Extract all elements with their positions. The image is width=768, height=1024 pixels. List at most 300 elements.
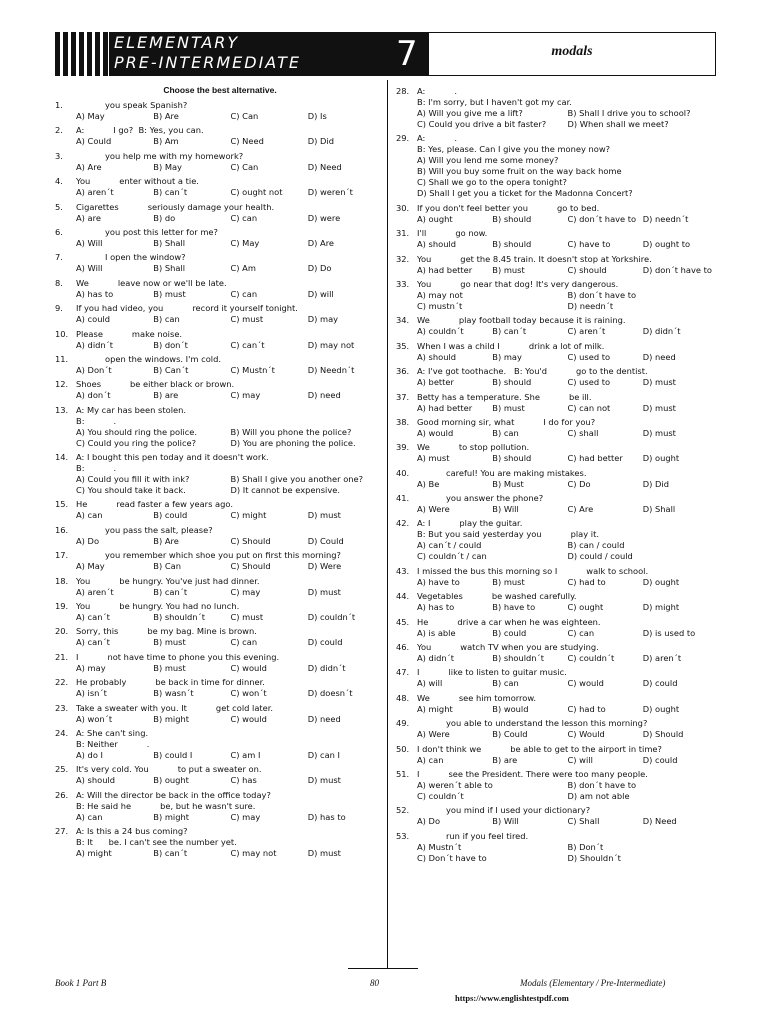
answer-option[interactable]: C) Are xyxy=(567,504,594,515)
question-stem xyxy=(396,693,718,704)
question-number: 39. xyxy=(396,442,410,453)
answer-option[interactable]: D) need xyxy=(307,390,341,401)
question-text: you answer the phone? xyxy=(417,493,544,504)
question-text: A: My car has been stolen. xyxy=(76,404,186,415)
answer-option[interactable]: A) won´t xyxy=(76,713,113,724)
answer-option[interactable]: D) could xyxy=(642,678,678,689)
answer-option[interactable]: D) It cannot be expensive. xyxy=(230,485,341,496)
answer-option[interactable]: A) has to xyxy=(76,288,114,299)
answer-option[interactable]: A) Are xyxy=(76,161,102,172)
question xyxy=(55,151,385,173)
answer-option[interactable]: B) could xyxy=(153,510,188,521)
answer-option[interactable]: C) Should xyxy=(230,535,271,546)
question-text: If you don't feel better you go to bed. xyxy=(417,202,600,213)
answer-option[interactable]: C) Need xyxy=(230,136,264,147)
answer-option[interactable]: D) could xyxy=(307,637,343,648)
question xyxy=(396,693,718,715)
answer-option[interactable]: D) will xyxy=(307,288,334,299)
answer-options xyxy=(396,265,718,276)
answer-option[interactable]: A) can xyxy=(76,811,103,822)
answer-option[interactable]: D) Were xyxy=(307,561,342,572)
answer-option[interactable]: D) might xyxy=(642,602,680,613)
answer-option[interactable]: B) can xyxy=(153,314,180,325)
footer-book: Book 1 Part B xyxy=(55,978,107,988)
answer-option[interactable]: D) must xyxy=(307,848,341,859)
answer-option[interactable]: D) must xyxy=(642,377,676,388)
answer-option[interactable]: A) Don´t xyxy=(76,364,112,375)
answer-option[interactable]: A) had better xyxy=(417,264,473,275)
answer-option[interactable]: C) couldn´t / can xyxy=(417,551,487,562)
question-text: you pass the salt, please? xyxy=(76,524,213,535)
answer-option[interactable]: B) Will xyxy=(492,816,519,827)
question-number: 45. xyxy=(396,616,410,627)
answer-option[interactable]: C) used to xyxy=(567,351,611,362)
answer-option[interactable]: A) had better xyxy=(417,402,473,413)
answer-option[interactable]: C) Would xyxy=(567,729,605,740)
answer-option[interactable]: A) Mustn´t xyxy=(417,841,462,852)
answer-option[interactable]: A) could xyxy=(76,314,111,325)
answer-option[interactable]: A) Were xyxy=(417,729,450,740)
question-number: 26. xyxy=(55,789,69,800)
answer-option[interactable]: B) might xyxy=(153,811,189,822)
answer-option[interactable]: B) should xyxy=(492,213,532,224)
question-text: Please make noise. xyxy=(76,328,183,339)
answer-option[interactable]: D) may xyxy=(307,314,339,325)
question xyxy=(396,805,718,827)
answer-option[interactable]: D) has to xyxy=(307,811,346,822)
answer-option[interactable]: A) have to xyxy=(417,576,460,587)
question xyxy=(55,703,385,725)
answer-option[interactable]: D) When shall we meet? xyxy=(567,119,669,129)
answer-options xyxy=(396,377,718,388)
answer-option[interactable]: A) are xyxy=(76,212,101,223)
answer-option[interactable]: C) can xyxy=(567,627,595,638)
answer-option[interactable]: A) might xyxy=(417,703,453,714)
answer-option[interactable]: C) Could you drive a bit faster? xyxy=(417,119,547,129)
answer-option[interactable]: D) don´t have to xyxy=(642,264,712,275)
answer-options xyxy=(396,704,718,715)
question-number: 51. xyxy=(396,768,410,779)
answer-option[interactable]: B) would xyxy=(492,703,529,714)
answer-option[interactable]: D) were xyxy=(307,212,341,223)
question-number: 15. xyxy=(55,499,69,510)
question-number: 46. xyxy=(396,642,410,653)
answer-options xyxy=(55,750,385,761)
answer-option[interactable]: B) Can´t xyxy=(153,364,189,375)
answer-option[interactable]: A) would xyxy=(417,427,454,438)
answer-option[interactable]: C) might xyxy=(230,510,267,521)
question xyxy=(396,442,718,464)
answer-option[interactable]: C) am I xyxy=(230,749,261,760)
answer-option[interactable]: C) ought not xyxy=(230,187,283,198)
footer-url: https://www.englishtestpdf.com xyxy=(455,993,569,1003)
question-stem xyxy=(55,329,385,340)
answer-option[interactable]: C) Mustn´t xyxy=(230,364,275,375)
indent xyxy=(396,529,417,540)
indent xyxy=(55,837,76,848)
answer-option[interactable]: A) should xyxy=(76,775,116,786)
answer-option[interactable]: A) Will xyxy=(76,263,103,274)
question-number: 25. xyxy=(55,764,69,775)
answer-option[interactable]: B) might xyxy=(153,713,189,724)
answer-option[interactable]: B) Shall xyxy=(153,237,186,248)
question-number: 22. xyxy=(55,677,69,688)
answer-option[interactable]: C) may xyxy=(230,390,261,401)
answer-option[interactable]: A) is able xyxy=(417,627,456,638)
answer-option[interactable]: D) aren´t xyxy=(642,653,682,664)
answer-option[interactable]: D) must xyxy=(642,427,676,438)
question-text: run if you feel tired. xyxy=(417,830,529,841)
answer-option[interactable]: D) must xyxy=(642,402,676,413)
answer-option[interactable]: A) has to xyxy=(417,602,455,613)
answer-option[interactable]: D) Did xyxy=(307,136,334,147)
answer-option[interactable]: A) May xyxy=(76,111,105,121)
answer-option[interactable]: A) Will xyxy=(76,237,103,248)
answer-option[interactable]: C) ought xyxy=(567,602,604,613)
question-text: I like to listen to guitar music. xyxy=(417,667,567,678)
answer-option[interactable]: C) would xyxy=(230,662,267,673)
answer-option[interactable]: A) Were xyxy=(417,504,450,515)
answer-option[interactable]: D) Shouldn´t xyxy=(567,852,621,863)
question-text-line2: B: But you said yesterday you play it. xyxy=(417,529,599,540)
answer-option[interactable]: D) needn´t xyxy=(567,300,614,311)
question xyxy=(55,252,385,274)
answer-option[interactable]: B) may xyxy=(492,351,522,362)
question xyxy=(396,366,718,388)
answer-option[interactable]: B) Will you buy some fruit on the way back home xyxy=(417,166,622,177)
question-text: Sorry, this be my bag. Mine is brown. xyxy=(76,626,257,637)
answer-options xyxy=(55,213,385,224)
answer-option[interactable]: C) have to xyxy=(567,239,611,250)
answer-option[interactable]: D) could / could xyxy=(567,551,633,562)
answer-option[interactable]: B) Shall xyxy=(153,263,186,274)
answer-option[interactable]: C) can xyxy=(230,637,258,648)
answer-option[interactable]: A) weren´t able to xyxy=(417,779,493,790)
answer-option[interactable]: A) don´t xyxy=(76,390,111,401)
question-number: 47. xyxy=(396,667,410,678)
answer-option[interactable]: C) couldn´t xyxy=(417,790,464,801)
answer-option[interactable]: D) needn´t xyxy=(642,213,689,224)
answer-option[interactable]: B) could xyxy=(492,627,527,638)
answer-option[interactable]: D) may not xyxy=(307,339,355,350)
answer-option[interactable]: B) have to xyxy=(492,602,536,613)
answer-option[interactable]: B) can´t xyxy=(153,848,188,859)
question xyxy=(396,617,718,639)
question-number: 12. xyxy=(55,379,69,390)
answer-option[interactable]: B) Must xyxy=(492,478,524,489)
answer-option[interactable]: B) Could xyxy=(492,729,528,740)
answer-option[interactable]: C) May xyxy=(230,237,260,248)
question-stem xyxy=(55,176,385,187)
answer-option[interactable]: C) mustn´t xyxy=(417,300,463,311)
answer-option[interactable]: C) Shall we go to the opera tonight? xyxy=(417,177,567,188)
question xyxy=(396,642,718,664)
question xyxy=(396,493,718,515)
answer-option[interactable]: B) can xyxy=(492,678,519,689)
answer-option[interactable]: D) ought to xyxy=(642,239,691,250)
answer-option[interactable]: D) Do xyxy=(307,263,332,274)
answer-option[interactable]: C) You should take it back. xyxy=(76,485,186,496)
answer-option[interactable]: A) You should ring the police. xyxy=(76,426,198,437)
question-number: 41. xyxy=(396,493,410,504)
answer-option[interactable]: D) am not able xyxy=(567,790,630,801)
answer-option[interactable]: B) should xyxy=(492,453,532,464)
answer-options xyxy=(55,474,385,496)
answer-option[interactable]: D) ought xyxy=(642,576,680,587)
answer-option[interactable]: D) weren´t xyxy=(307,187,353,198)
answer-option[interactable]: A) must xyxy=(417,453,450,464)
answer-option[interactable]: C) may xyxy=(230,586,261,597)
question-stem xyxy=(55,826,385,837)
answer-option[interactable]: C) can´t xyxy=(230,339,265,350)
answer-options xyxy=(55,637,385,648)
answer-option[interactable]: C) won´t xyxy=(230,688,267,699)
answer-option[interactable]: A) Will you lend me some money? xyxy=(417,155,559,166)
answer-option[interactable]: D) Needn´t xyxy=(307,364,355,375)
question-text-line2: B: . xyxy=(76,415,117,426)
answer-option[interactable]: B) Are xyxy=(153,535,179,546)
answer-option[interactable]: C) must xyxy=(230,612,264,623)
question-number: 16. xyxy=(55,524,69,535)
answer-option[interactable]: A) can´t xyxy=(76,637,110,648)
answer-option[interactable]: A) may not xyxy=(417,289,463,300)
answer-option[interactable]: D) Shall I get you a ticket for the Madonna Concert? xyxy=(417,188,633,199)
answer-option[interactable]: B) could I xyxy=(153,749,193,760)
answer-option[interactable]: B) can´t xyxy=(492,326,527,337)
answer-options xyxy=(396,602,718,613)
answer-option[interactable]: B) don´t have to xyxy=(567,289,637,300)
answer-option[interactable]: D) ought xyxy=(642,453,680,464)
question-number: 52. xyxy=(396,805,410,816)
answer-option[interactable]: A) May xyxy=(76,561,105,572)
answer-option[interactable]: D) ought xyxy=(642,703,680,714)
answer-option[interactable]: C) will xyxy=(567,754,593,765)
answer-option[interactable]: B) Are xyxy=(153,111,179,121)
answer-option[interactable]: B) Am xyxy=(153,136,179,147)
question-text-line2: B: I'm sorry, but I haven't got my car. xyxy=(417,97,572,107)
answer-options xyxy=(55,427,385,449)
answer-option[interactable]: D) Need xyxy=(642,816,677,827)
answer-option[interactable]: C) Could you ring the police? xyxy=(76,437,197,448)
answer-option[interactable]: D) need xyxy=(307,713,341,724)
question-stem xyxy=(396,417,718,428)
answer-option[interactable]: D) Is xyxy=(307,111,327,121)
answer-option[interactable]: C) aren´t xyxy=(567,326,606,337)
answer-option[interactable]: D) Should xyxy=(642,729,684,740)
answer-option[interactable]: A) should xyxy=(417,239,457,250)
answer-option[interactable]: C) may xyxy=(230,811,261,822)
answer-option[interactable]: A) couldn´t xyxy=(417,326,464,337)
answer-options xyxy=(55,775,385,786)
answer-options xyxy=(55,111,385,122)
question-stem xyxy=(396,254,718,265)
answer-option[interactable]: B) can xyxy=(492,427,519,438)
answer-option[interactable]: C) has xyxy=(230,775,257,786)
answer-option[interactable]: C) don´t have to xyxy=(567,213,637,224)
answer-option[interactable]: B) Shall I drive you to school? xyxy=(567,108,691,118)
answer-option[interactable]: A) Be xyxy=(417,478,440,489)
answer-option[interactable]: D) Did xyxy=(642,478,669,489)
answer-option[interactable]: C) shall xyxy=(567,427,599,438)
question-stem xyxy=(396,341,718,352)
question-stem-line2 xyxy=(55,801,385,812)
answer-option[interactable]: B) should xyxy=(492,239,532,250)
answer-option[interactable]: C) had to xyxy=(567,576,606,587)
answer-option[interactable]: C) Should xyxy=(230,561,271,572)
answer-option[interactable]: A) Do xyxy=(417,816,441,827)
answer-option[interactable]: D) You are phoning the police. xyxy=(230,437,356,448)
answer-option[interactable]: C) Can xyxy=(230,161,259,172)
answer-options xyxy=(396,755,718,766)
answer-option[interactable]: B) should xyxy=(492,377,532,388)
question-number: 36. xyxy=(396,366,410,377)
question-number: 37. xyxy=(396,391,410,402)
answer-option[interactable]: B) don´t have to xyxy=(567,779,637,790)
answer-option[interactable]: C) Am xyxy=(230,263,256,274)
answer-option[interactable]: C) must xyxy=(230,314,264,325)
question-stem xyxy=(55,100,385,111)
answer-options xyxy=(396,403,718,414)
answer-option[interactable]: B) Will you phone the police? xyxy=(230,426,352,437)
answer-options xyxy=(55,263,385,274)
question-number: 29. xyxy=(396,133,410,144)
question-number: 11. xyxy=(55,353,69,364)
answer-option[interactable]: C) would xyxy=(567,678,604,689)
question xyxy=(55,227,385,249)
answer-option[interactable]: D) need xyxy=(642,351,676,362)
answer-option[interactable]: B) do xyxy=(153,212,176,223)
answer-option[interactable]: C) should xyxy=(567,264,607,275)
answer-options xyxy=(55,536,385,547)
answer-option[interactable]: D) must xyxy=(307,775,341,786)
answer-option[interactable]: A) will xyxy=(417,678,443,689)
question-text: careful! You are making mistakes. xyxy=(417,467,587,478)
answer-option[interactable]: A) Could xyxy=(76,136,112,147)
answer-option[interactable]: B) are xyxy=(153,390,179,401)
answer-options xyxy=(55,187,385,198)
answer-option[interactable]: A) do I xyxy=(76,749,103,760)
answer-option[interactable]: C) had better xyxy=(567,453,623,464)
question-number: 31. xyxy=(396,228,410,239)
answer-option[interactable]: A) might xyxy=(76,848,112,859)
answer-option[interactable]: B) must xyxy=(492,576,525,587)
answer-option[interactable]: C) can not xyxy=(567,402,611,413)
question-text: I open the window? xyxy=(76,252,186,263)
answer-option[interactable]: C) used to xyxy=(567,377,611,388)
answer-options xyxy=(55,136,385,147)
answer-option[interactable]: A) can´t / could xyxy=(417,540,482,551)
answer-option[interactable]: C) Shall xyxy=(567,816,600,827)
question-stem xyxy=(55,202,385,213)
answer-option[interactable]: C) can xyxy=(230,212,258,223)
answer-option[interactable]: C) Do xyxy=(567,478,591,489)
answer-option[interactable]: B) can´t xyxy=(153,187,188,198)
answer-option[interactable]: D) must xyxy=(307,586,341,597)
answer-option[interactable]: A) isn´t xyxy=(76,688,107,699)
answer-option[interactable]: D) must xyxy=(307,510,341,521)
answer-option[interactable]: B) Don´t xyxy=(567,841,604,852)
answer-option[interactable]: B) must xyxy=(492,264,525,275)
answer-option[interactable]: D) could xyxy=(642,754,678,765)
page-number: 80 xyxy=(370,978,379,988)
answer-option[interactable]: A) Do xyxy=(76,535,100,546)
answer-option[interactable]: B) shouldn´t xyxy=(153,612,205,623)
answer-option[interactable]: C) couldn´t xyxy=(567,653,615,664)
answer-option[interactable]: D) Could xyxy=(307,535,344,546)
answer-option[interactable]: B) May xyxy=(153,161,182,172)
answer-option[interactable]: D) doesn´t xyxy=(307,688,353,699)
answer-option[interactable]: C) would xyxy=(230,713,267,724)
answer-option[interactable]: C) can xyxy=(230,288,258,299)
answer-options xyxy=(55,510,385,521)
answer-option[interactable]: D) couldn´t xyxy=(307,612,356,623)
question xyxy=(55,499,385,521)
answer-option[interactable]: B) ought xyxy=(153,775,189,786)
answer-options xyxy=(396,108,718,130)
answer-option[interactable]: C) may not xyxy=(230,848,277,859)
answer-option[interactable]: B) shouldn´t xyxy=(492,653,544,664)
answer-option[interactable]: D) Are xyxy=(307,237,335,248)
answer-option[interactable]: B) can / could xyxy=(567,540,625,551)
answer-options xyxy=(396,290,718,312)
answer-option[interactable]: B) must xyxy=(492,402,525,413)
question-text: A: Is this a 24 bus coming? xyxy=(76,826,188,837)
answer-options xyxy=(55,340,385,351)
answer-option[interactable]: A) may xyxy=(76,662,106,673)
answer-option[interactable]: A) Could you fill it with ink? xyxy=(76,474,190,485)
question xyxy=(396,392,718,414)
answer-option[interactable]: B) Can xyxy=(153,561,181,572)
answer-option[interactable]: A) Will you give me a lift? xyxy=(417,108,523,118)
answer-option[interactable]: C) had to xyxy=(567,703,606,714)
answer-option[interactable]: A) better xyxy=(417,377,454,388)
answer-option[interactable]: B) Shall I give you another one? xyxy=(230,474,364,485)
answer-option[interactable]: D) Need xyxy=(307,161,342,172)
answer-option[interactable]: D) didn´t xyxy=(307,662,346,673)
answer-option[interactable]: D) Shall xyxy=(642,504,676,515)
question-number: 23. xyxy=(55,702,69,713)
answer-option[interactable]: A) can xyxy=(76,510,103,521)
answer-options xyxy=(55,587,385,598)
answer-option[interactable]: C) Don´t have to xyxy=(417,852,487,863)
answer-option[interactable]: A) aren´t xyxy=(76,586,114,597)
answer-option[interactable]: B) Will xyxy=(492,504,519,515)
question xyxy=(55,100,385,122)
answer-option[interactable]: B) are xyxy=(492,754,518,765)
answer-options xyxy=(55,688,385,699)
answer-option[interactable]: B) must xyxy=(153,662,186,673)
answer-option[interactable]: A) ought xyxy=(417,213,453,224)
answer-option[interactable]: A) should xyxy=(417,351,457,362)
answer-option[interactable]: A) didn´t xyxy=(76,339,114,350)
answer-option[interactable]: A) can´t xyxy=(76,612,110,623)
answer-option[interactable]: B) wasn´t xyxy=(153,688,194,699)
answer-option[interactable]: A) can xyxy=(417,754,444,765)
answer-option[interactable]: B) must xyxy=(153,288,186,299)
answer-option[interactable]: C) Can xyxy=(230,111,259,121)
question xyxy=(396,341,718,363)
answer-option[interactable]: D) can I xyxy=(307,749,341,760)
answer-option[interactable]: A) didn´t xyxy=(417,653,455,664)
answer-option[interactable]: B) must xyxy=(153,637,186,648)
question-number: 24. xyxy=(55,727,69,738)
question-stem xyxy=(396,366,718,377)
answer-option[interactable]: D) didn´t xyxy=(642,326,681,337)
answer-option[interactable]: B) don´t xyxy=(153,339,188,350)
answer-option[interactable]: D) is used to xyxy=(642,627,696,638)
answer-option[interactable]: A) aren´t xyxy=(76,187,114,198)
answer-option[interactable]: B) can´t xyxy=(153,586,188,597)
